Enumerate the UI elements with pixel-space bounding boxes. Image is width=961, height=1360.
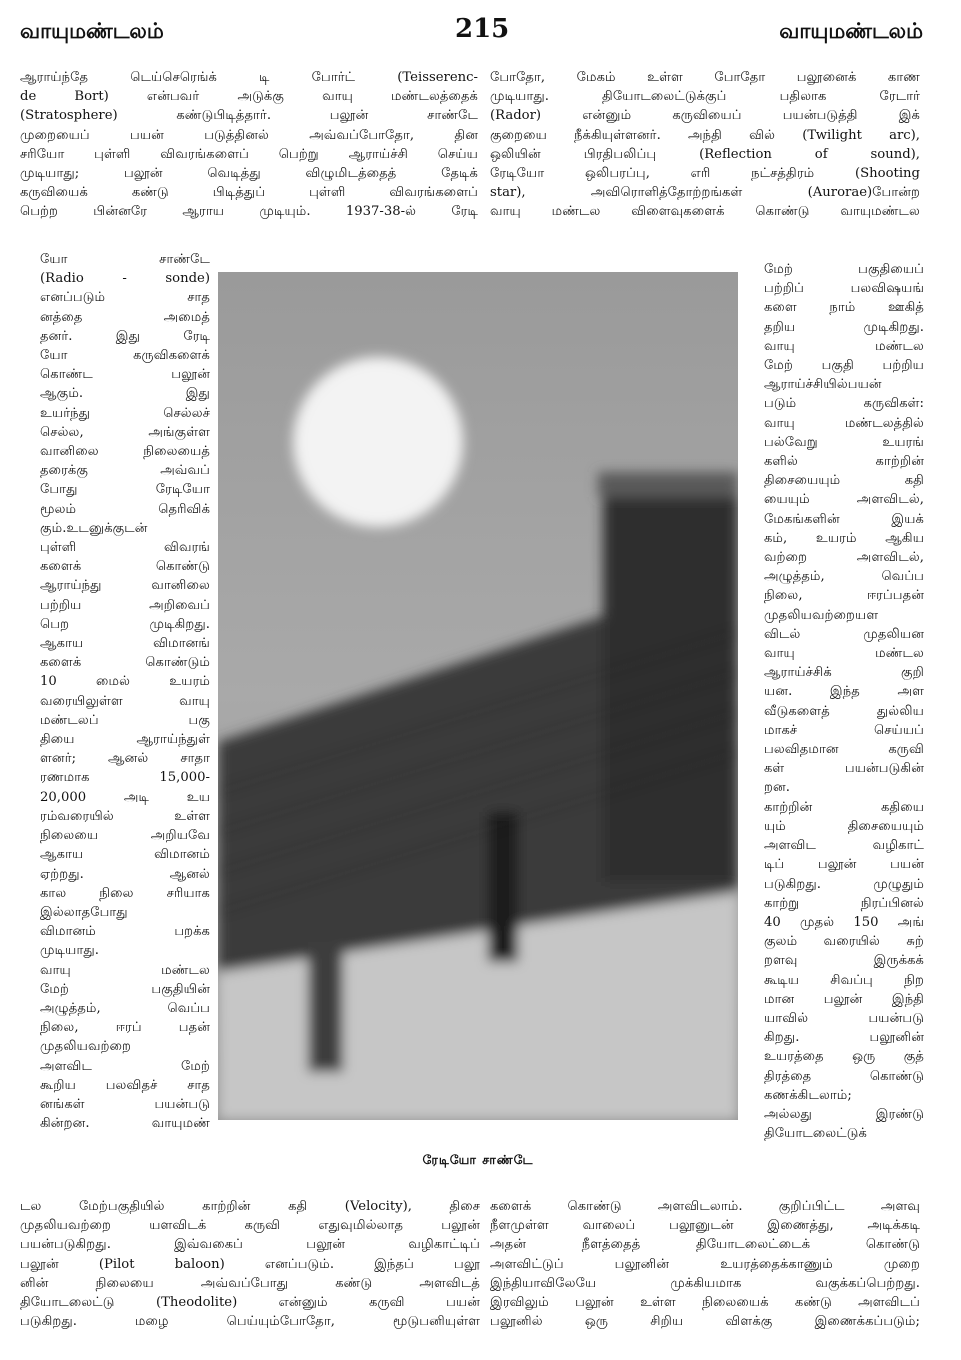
text-line: (Radio - sonde): [40, 271, 210, 287]
radiosonde-station-photo: [218, 272, 738, 1120]
text-line: பலூன் (Pilot baloon) எனப்படும். இந்தப் பலூ: [20, 1256, 480, 1272]
text-line: நிலை, ஈரப் பதன்: [40, 1020, 210, 1036]
running-header-right: வாயுமண்டலம்: [779, 18, 923, 43]
text-line: 20,000 அடி உய: [40, 789, 210, 805]
text-line: யும் திசையையும்: [764, 818, 924, 834]
text-line: ஆகாய விமானங்: [40, 636, 210, 652]
text-line: தறிய முடிகிறது.: [764, 319, 924, 335]
text-line: கூடிய சிவப்பு நிற: [764, 972, 924, 988]
text-line: மாகச் செய்யப்: [764, 722, 924, 738]
text-line: தியோடலைட்டுக்: [764, 1126, 867, 1142]
text-line: நிலை, ஈரப்பதன்: [764, 588, 924, 604]
left-narrow-column: [40, 250, 210, 1133]
text-line: களைக் கொண்டும்: [40, 655, 210, 671]
text-line: வாயு மண்டல விளைவுகளைக் கொண்டு வாயுமண்டல: [490, 204, 920, 220]
text-line: கும்.உடனுக்குடன்: [40, 520, 148, 536]
text-line: தியோடலைட்டு (Theodolite) என்னும் கருவி பயன்: [20, 1295, 480, 1311]
text-line: 40 முதல் 150 அங்: [764, 914, 924, 930]
text-line: டல மேற்பகுதியில் காற்றின் கதி (Velocity), திசை: [20, 1199, 480, 1214]
text-line: புள்ளி விவரங்: [40, 540, 210, 556]
text-line: வாயு மண்டல: [764, 646, 924, 662]
text-line: னத்தை அமைத்: [40, 309, 210, 325]
bottom-right-paragraph: [490, 1197, 920, 1331]
text-line: பெற முடிகிறது.: [40, 616, 210, 632]
text-line: னங்கள் பயன்படு: [40, 1096, 210, 1112]
text-line: களில் காற்றின்: [764, 454, 924, 470]
text-line: நீளமுள்ள வாலைப் பலூனுடன் இணைத்து, அடிக்கடி: [490, 1218, 920, 1234]
text-line: மண்டலப் பகு: [40, 712, 210, 728]
text-line: பெற்ற பின்னரே ஆராய முடியும். 1937-38-ல் ரேடி: [20, 204, 478, 220]
text-line: அழுத்தம், வெப்ப: [40, 1000, 210, 1016]
text-line: ரணமாக 15,000-: [40, 770, 210, 786]
text-line: ரம்வரையில் உள்ள: [40, 808, 210, 824]
text-line: கின்றன. வாயுமண்: [40, 1116, 210, 1132]
running-header-left: வாயுமண்டலம்: [20, 18, 164, 43]
text-line: வற்றை அளவிடல்,: [764, 550, 924, 566]
text-line: கள் பயன்படுகின்: [764, 761, 924, 777]
text-line: (Rador) என்னும் கருவியைப் பயன்படுத்தி இக்: [490, 108, 920, 124]
text-line: முதலியவற்றையள: [764, 607, 879, 623]
text-line: போது ரேடியோ: [40, 482, 210, 498]
text-line: ளனர்; ஆனல் சாதா: [40, 751, 210, 767]
text-line: வாயு மண்டல: [40, 962, 210, 978]
text-line: யன. இந்த அள: [764, 684, 924, 700]
text-line: குலம் வரையில் சுற்: [764, 934, 924, 950]
text-line: தனர். இது ரேடி: [40, 328, 210, 344]
text-line: யையும் அளவிடல்,: [764, 492, 924, 508]
text-line: பயன்படுகிறது. இவ்வகைப் பலூன் வழிகாட்டிப்: [20, 1237, 480, 1253]
text-line: கம், உயரம் ஆகிய: [764, 530, 924, 546]
text-line: பற்றிப் பலவிஷயங்: [764, 281, 924, 297]
text-line: குறையை நீக்கியுள்ளனர். அந்தி வில் (Twilight arc),: [490, 127, 920, 143]
text-line: அழுத்தம், வெப்ப: [764, 569, 924, 585]
figure-caption: ரேடியோ சாண்டே: [422, 1152, 534, 1167]
text-line: ஆராய்ந்து வானிலை: [40, 578, 210, 594]
text-line: பலவிதமான கருவி: [764, 742, 924, 758]
text-line: ஒலியின் பிரதிபலிப்பு (Reflection of sound),: [490, 146, 920, 162]
text-line: பல்வேறு உயரங்: [764, 434, 924, 450]
text-line: மேற் பகுதியின்: [40, 981, 210, 997]
text-line: 10 மைல் உயரம்: [40, 674, 210, 690]
text-line: மேற் பகுதியைப்: [764, 262, 924, 277]
text-line: யோ சாண்டே: [40, 252, 210, 267]
text-line: வாயு மண்டல: [764, 338, 924, 354]
text-line: வரையிலுள்ள வாயு: [40, 693, 210, 709]
text-line: காற்று நிரப்பினல்: [764, 895, 924, 911]
text-line: ஆகாய விமானம்: [40, 847, 210, 863]
text-line: டிப் பலூன் பயன்: [764, 857, 924, 873]
text-line: வீடுகளைத் துல்லிய: [764, 703, 924, 719]
text-line: தரைக்கு அவ்வப்: [40, 463, 210, 479]
text-line: கொண்ட பலூன்: [40, 367, 210, 383]
text-line: முதலியவற்றை யளவிடக் கருவி எதுவுமில்லாத பலூன்: [20, 1218, 480, 1234]
text-line: கிறது. பலூனின்: [764, 1030, 924, 1046]
text-line: star), அவிரொளித்தோற்றங்கள் (Aurorae)போன்ற: [490, 185, 920, 201]
top-left-paragraph: [20, 68, 478, 222]
text-line: னின் நிலையை அவ்வப்போது கண்டு அளவிடத்: [20, 1275, 480, 1291]
text-line: ஆகும். இது: [40, 386, 210, 402]
top-right-paragraph: [490, 68, 920, 222]
text-line: கால நிலை சரியாக: [40, 885, 210, 901]
text-line: யாவில் பயன்படு: [764, 1010, 924, 1026]
text-line: ஆராய்ச்சிக் குறி: [764, 665, 924, 681]
text-line: திசையையும் கதி: [764, 473, 924, 489]
page-number: 215: [455, 14, 510, 44]
text-line: இல்லாதபோது: [40, 904, 128, 920]
text-line: வானிலை நிலையைத்: [40, 444, 210, 460]
text-line: ஆராய்ச்சியில்பயன்: [764, 377, 882, 393]
text-line: கருவியைக் கண்டு பிடித்துப் புள்ளி விவரங்களைப்: [20, 185, 478, 201]
text-line: தியை ஆராய்ந்துள்: [40, 732, 210, 748]
text-line: அளவிட்டுப் பலூனின் உயரத்தைக்காணும் முறை: [490, 1256, 920, 1272]
text-line: ஏற்றது. ஆனல்: [40, 866, 210, 882]
text-line: முடியாது. தியோடலைட்டுக்குப் பதிலாக ரேடார்: [490, 89, 920, 105]
text-line: போதோ, மேகம் உள்ள போதோ பலூனைக் காண: [490, 70, 920, 85]
text-line: எனப்படும் சாத: [40, 290, 210, 306]
text-line: உயரத்தை ஒரு குத்: [764, 1049, 924, 1065]
text-line: படும் கருவிகள்:: [764, 396, 924, 412]
text-line: பலூனில் ஒரு சிறிய விளக்கு இணைக்கப்படும்;: [490, 1314, 920, 1330]
text-line: (Stratosphere) கண்டுபிடித்தார். பலூன் சாண்டே: [20, 108, 478, 124]
text-line: முறையைப் பயன் படுத்தினல் அவ்வப்போதோ, தின: [20, 127, 478, 143]
text-line: செல்ல, அங்குள்ள: [40, 424, 210, 440]
text-line: களைக் கொண்டு அளவிடலாம். குறிப்பிட்ட அளவு: [490, 1199, 920, 1214]
text-line: மேற் பகுதி பற்றிய: [764, 358, 924, 374]
text-line: அல்லது இரண்டு: [764, 1106, 924, 1122]
text-line: de Bort) என்பவர் அடுக்கு வாயு மண்டலத்தைக்: [20, 89, 478, 105]
text-line: வாயு மண்டலத்தில்: [764, 415, 924, 431]
text-line: திரத்தை கொண்டு: [764, 1068, 924, 1084]
text-line: இந்தியாவிலேயே முக்கியமாக வகுக்கப்பெற்றது.: [490, 1275, 920, 1291]
text-line: றளவு இருக்கக்: [764, 953, 924, 969]
text-line: கணக்கிடலாம்;: [764, 1087, 852, 1103]
text-line: ரேடியோ ஒலிபரப்பு, எரி நட்சத்திரம் (Shooting: [490, 166, 920, 182]
text-line: காற்றின் கதியை: [764, 799, 924, 815]
text-line: முடியாது.: [40, 943, 99, 959]
text-line: களை நாம் ஊகித்: [764, 300, 924, 316]
text-line: கூறிய பலவிதச் சாத: [40, 1077, 210, 1093]
text-line: நிலையை அறியவே: [40, 828, 210, 844]
text-line: முதலியவற்றை: [40, 1039, 132, 1055]
text-line: முடியாது; பலூன் வெடித்து விழுமிடத்தைத் தேடிக்: [20, 166, 478, 182]
text-line: அளவிட மேற்: [40, 1058, 210, 1074]
text-line: யோ கருவிகளைக்: [40, 348, 210, 364]
text-line: அதன் நீளத்தைத் தியோடலைட்டைக் கொண்டு: [490, 1237, 920, 1253]
text-line: மான பலூன் இந்தி: [764, 991, 924, 1007]
text-line: படுகிறது. முழுதும்: [764, 876, 924, 892]
right-narrow-column: [764, 260, 924, 1143]
text-line: விமானம் பறக்க: [40, 924, 210, 940]
text-line: மூலம் தெரிவிக்: [40, 501, 210, 517]
text-line: உயர்ந்து செல்லச்: [40, 405, 210, 421]
text-line: அளவிட வழிகாட்: [764, 838, 924, 854]
text-line: விடல் முதலியன: [764, 626, 924, 642]
text-line: படுகிறது. மழை பெய்யும்போதோ, மூடுபனியுள்ள: [20, 1314, 480, 1330]
bottom-left-paragraph: [20, 1197, 480, 1331]
text-line: ஆராய்ந்தே டெய்செரெங்க் டி போர்ட் (Teisserenc-: [20, 70, 478, 85]
text-line: றன.: [764, 780, 790, 796]
text-line: பற்றிய அறிவைப்: [40, 597, 210, 613]
text-line: சரியோ புள்ளி விவரங்களைப் பெற்று ஆராய்ச்சி செய்ய: [20, 146, 478, 162]
text-line: இரவிலும் பலூன் உள்ள நிலையைக் கண்டு அளவிடப்: [490, 1295, 920, 1311]
text-line: களைக் கொண்டு: [40, 559, 210, 575]
text-line: மேகங்களின் இயக்: [764, 511, 924, 527]
